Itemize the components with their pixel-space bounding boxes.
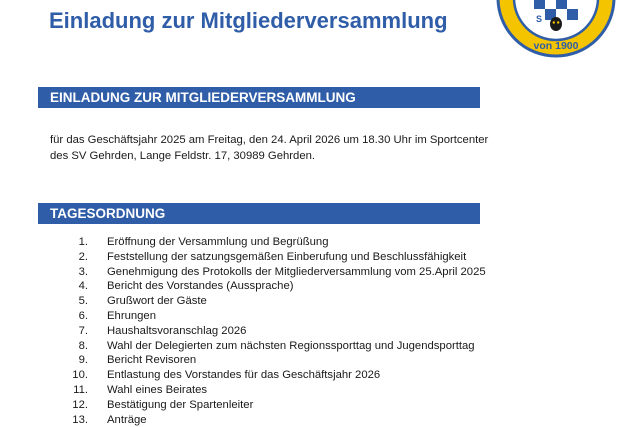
- agenda-item-text: Feststellung der satzungsgemäßen Einberufung und Beschlussfähigkeit: [107, 250, 467, 263]
- agenda-item-text: Wahl eines Beirates: [107, 383, 208, 396]
- page-title: Einladung zur Mitgliederversammlung: [49, 8, 448, 33]
- agenda-item-text: Anträge: [107, 413, 147, 426]
- club-logo: [496, 0, 616, 58]
- agenda-item-text: Eröffnung der Versammlung und Begrüßung: [107, 236, 329, 248]
- invitation-line-1: für das Geschäftsjahr 2025 am Freitag, den 24. April 2026 um 18.30 Uhr im Sportcenter: [50, 134, 489, 146]
- invitation-heading: EINLADUNG ZUR MITGLIEDERVERSAMMLUNG: [38, 87, 480, 108]
- agenda-item-text: Bestätigung der Spartenleiter: [107, 398, 254, 411]
- invitation-text: [50, 132, 590, 164]
- agenda-item-number: 9.: [78, 354, 88, 367]
- agenda-item-number: 13.: [72, 413, 88, 426]
- agenda-item-number: 10.: [72, 369, 88, 382]
- agenda-item-text: Ehrungen: [107, 309, 156, 322]
- agenda-item-text: Wahl der Delegierten zum nächsten Regionssporttag und Jugendsporttag: [107, 339, 475, 352]
- agenda-item-text: Grußwort der Gäste: [107, 295, 207, 308]
- agenda-item-number: 1.: [78, 236, 88, 248]
- agenda-item-text: Haushaltsvoranschlag 2026: [107, 324, 247, 337]
- agenda-item-text: Bericht Revisoren: [107, 354, 197, 367]
- agenda-item-number: 5.: [78, 295, 88, 308]
- invitation-line-2: des SV Gehrden, Lange Feldstr. 17, 30989 Gehrden.: [50, 150, 316, 162]
- agenda-item-number: 6.: [78, 309, 88, 322]
- agenda-item-number: 8.: [78, 339, 88, 352]
- agenda-item-number: 2.: [78, 250, 88, 263]
- agenda-item-number: 4.: [78, 280, 88, 293]
- logo-letter-s: S: [536, 14, 543, 24]
- agenda-item-text: Entlastung des Vorstandes für das Geschäftsjahr 2026: [107, 369, 381, 382]
- agenda-item-number: 11.: [73, 383, 88, 396]
- agenda-item-number: 3.: [78, 265, 88, 278]
- agenda-heading: TAGESORDNUNG: [38, 203, 480, 224]
- agenda-item-text: Genehmigung des Protokolls der Mitgliederversammlung vom 25.April 2025: [107, 265, 486, 278]
- agenda-item-number: 7.: [78, 324, 88, 337]
- logo-text: von 1900: [533, 40, 579, 52]
- agenda-item-text: Bericht des Vorstandes (Aussprache): [107, 280, 294, 293]
- agenda-item-number: 12.: [72, 398, 88, 411]
- mask-icon: [550, 17, 562, 31]
